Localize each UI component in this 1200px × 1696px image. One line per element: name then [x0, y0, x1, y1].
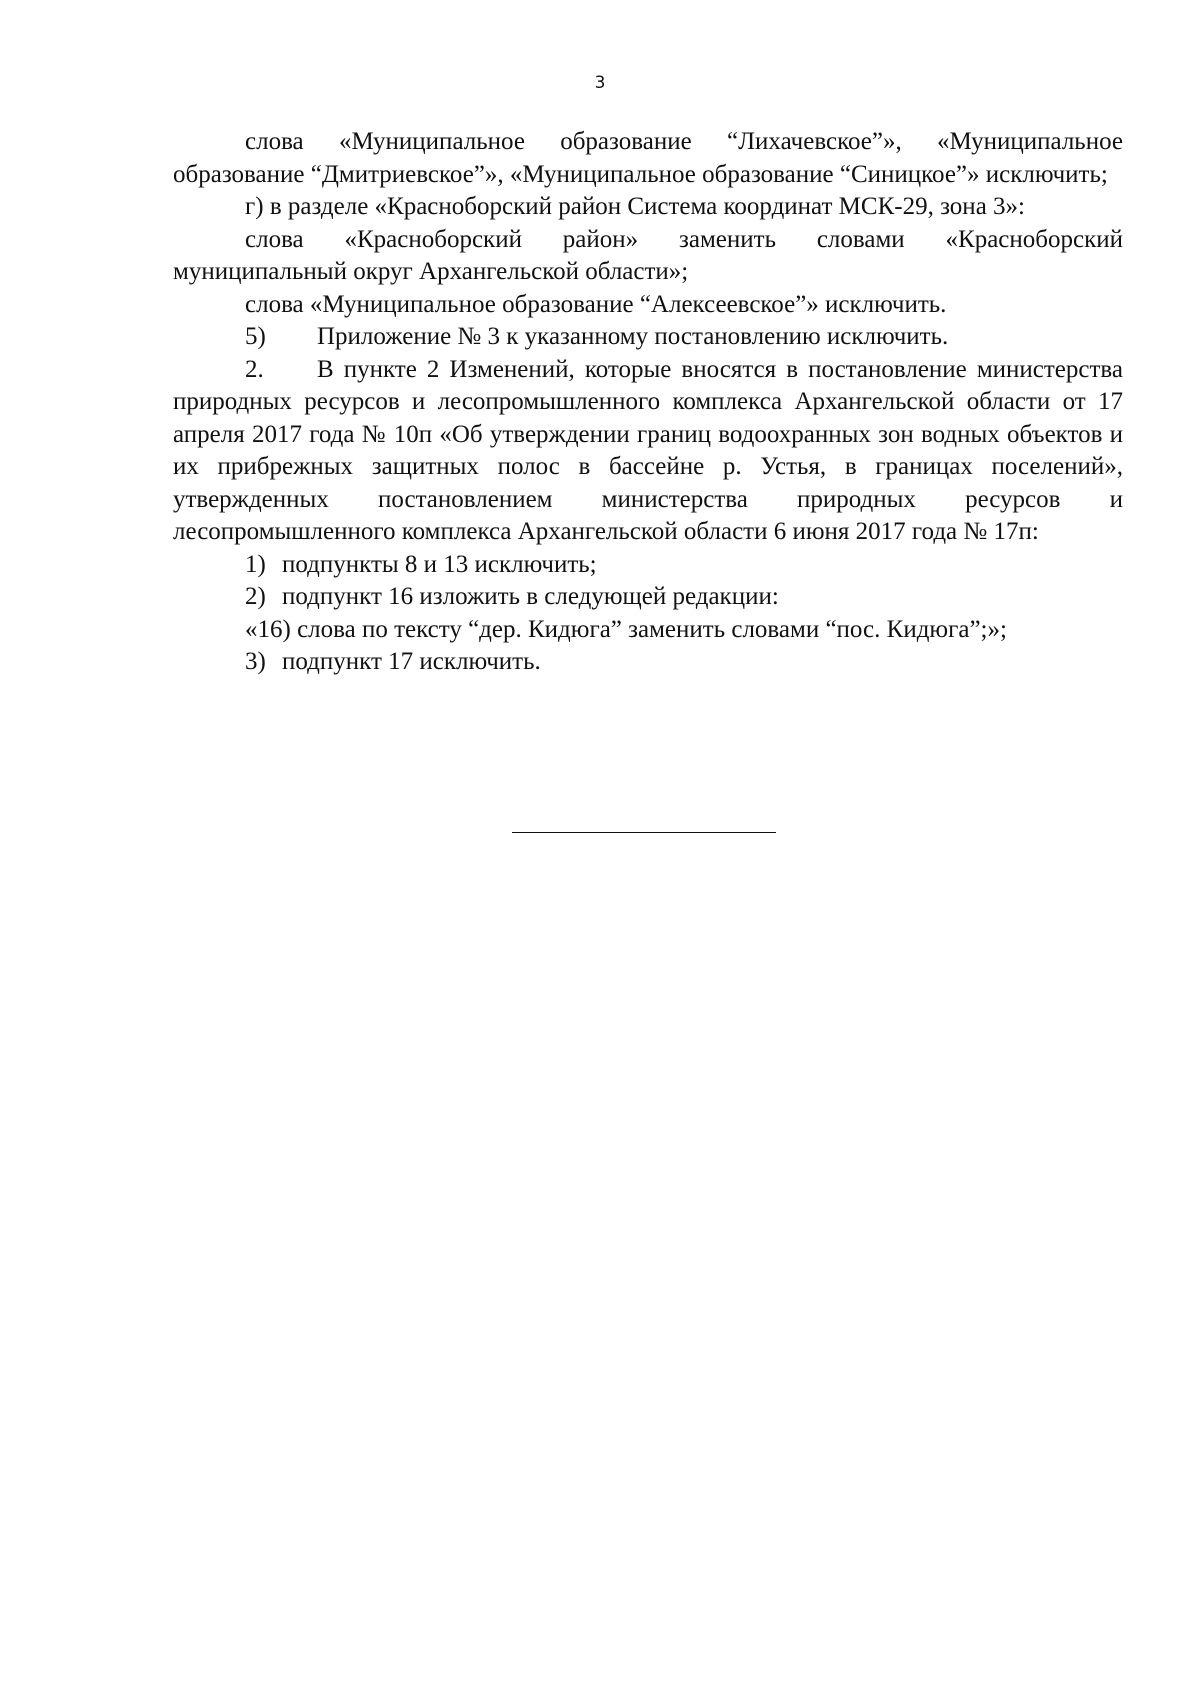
end-separator-line [512, 832, 776, 833]
paragraph-exclude-alekseevskoe: слова «Муниципальное образование “Алексеевское”» исключить. [245, 290, 947, 318]
subitem-text: подпункт 17 исключить. [282, 648, 541, 675]
quoted-new-wording: «16) слова по тексту “дер. Кидюга” заменить словами “пос. Кидюга”;»; [245, 615, 1007, 643]
paragraph-section-krasnoborsky: г) в разделе «Красноборский район Система координат МСК-29, зона 3»: [245, 193, 1025, 220]
list-item-number: 5) [245, 323, 266, 350]
document-body [173, 126, 1123, 679]
subitem-number: 3) [245, 648, 266, 675]
paragraph-excluded-municipalities: слова «Муниципальное образование “Лихачевское”», «Муниципальное образование “Дмитриевское”», «Муниципальное образование “Синицкое”» исключить; [173, 128, 1123, 188]
list-item-text: Приложение № 3 к указанному постановлению исключить. [317, 323, 949, 350]
list-item-appendix [173, 321, 1123, 354]
subitem-text: подпункт 16 изложить в следующей редакции: [282, 583, 779, 610]
point-number: 2. [245, 355, 264, 383]
subitem-number: 2) [245, 583, 266, 610]
page-number: 3 [594, 73, 606, 93]
point-text: В пункте 2 Изменений, которые вносятся в постановление министерства природных ресурсов и лесопромышленного комплекса Архангельской области от 17 апреля 2017 года № 10п «Об утверждении границ водоохранных зон водных объектов и их прибрежных защитных полос в бассейне р. Устья, в границах поселений», утвержденных постановлением министерства природных ресурсов и лесопромышленного комплекса Архангельской области 6 июня 2017 года № 17п: [173, 355, 1123, 545]
subitem-2 [173, 581, 1123, 614]
subitem-number: 1) [245, 550, 266, 578]
subitem-1 [173, 549, 1123, 582]
paragraph-replace-words: слова «Красноборский район» заменить словами «Красноборский муниципальный округ Архангельской области»; [173, 225, 1123, 285]
subitem-text: подпункты 8 и 13 исключить; [282, 550, 597, 578]
paragraph-point-2 [173, 354, 1123, 549]
subitem-3 [173, 646, 1123, 679]
